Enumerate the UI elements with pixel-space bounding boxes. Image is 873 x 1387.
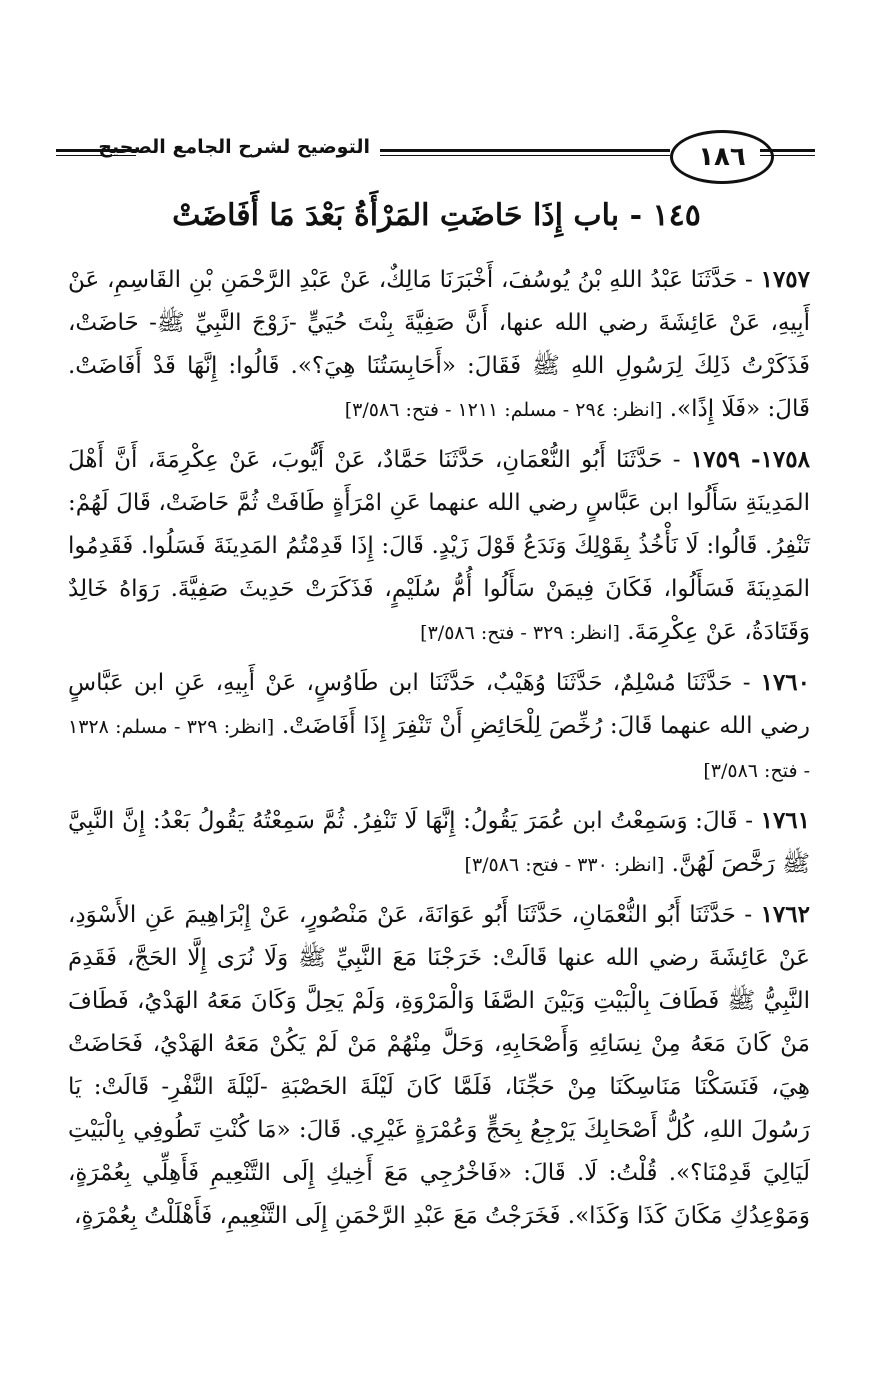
hadith-1762 xyxy=(68,893,810,1238)
hadith-1758 xyxy=(68,438,810,655)
hadith-number: ١٧٦٠ xyxy=(760,669,811,696)
hadith-reference: [انظر: ٣٣٠ - فتح: ٣/٥٨٦] xyxy=(464,854,665,876)
hadith-body xyxy=(68,258,810,1244)
hadith-text: - حَدَّثَنَا عَبْدُ اللهِ بْنُ يُوسُفَ، أَخْبَرَنَا مَالِكٌ، عَنْ عَبْدِ الرَّحْمَنِ بْنِ القَاسِمِ، عَنْ أَبِيهِ، عَنْ عَائِشَةَ رضي الله عنها، أَنَّ صَفِيَّةَ بِنْتَ حُيَيٍّ -زَوْجَ النَّبِيِّ ﷺ- حَاضَتْ، فَذَكَرْتُ ذَلِكَ لِرَسُولِ اللهِ ﷺ فَقَالَ: «أَحَابِسَتُنَا هِيَ؟». قَالُوا: إِنَّهَا قَدْ أَفَاضَتْ. قَالَ: «فَلَا إِذًا». xyxy=(68,267,810,422)
hadith-reference: [انظر: ٣٢٩ - مسلم: ١٣٢٨ - فتح: ٣/٥٨٦] xyxy=(68,716,810,782)
hadith-number: ١٧٦٢ xyxy=(760,901,810,928)
hadith-number: ١٧٥٨- ١٧٥٩ xyxy=(690,446,810,473)
hadith-text: - قَالَ: وَسَمِعْتُ ابن عُمَرَ يَقُولُ: إِنَّهَا لَا تَنْفِرُ. ثُمَّ سَمِعْتُهُ يَقُولُ بَعْدُ: إِنَّ النَّبِيَّ ﷺ رَخَّصَ لَهُنَّ. xyxy=(68,808,810,877)
hadith-reference: [انظر: ٢٩٤ - مسلم: ١٢١١ - فتح: ٣/٥٨٦] xyxy=(344,399,663,421)
hadith-1761 xyxy=(68,799,810,887)
hadith-1760 xyxy=(68,661,810,793)
page-header xyxy=(40,122,830,192)
hadith-number: ١٧٦١ xyxy=(760,807,811,834)
hadith-text: - حَدَّثَنَا أَبُو النُّعْمَانِ، حَدَّثَنَا حَمَّادٌ، عَنْ أَيُّوبَ، عَنْ عِكْرِمَةَ، أَنَّ أَهْلَ المَدِينَةِ سَأَلُوا ابن عَبَّاسٍ رضي الله عنهما عَنِ امْرَأَةٍ طَافَتْ ثُمَّ حَاضَتْ، قَالَ لَهُمْ: تَنْفِرُ. قَالُوا: لَا نَأْخُذُ بِقَوْلِكَ وَنَدَعُ قَوْلَ زَيْدٍ. قَالَ: إِذَا قَدِمْتُمُ المَدِينَةَ فَسَلُوا. فَقَدِمُوا المَدِينَةَ فَسَأَلُوا، فَكَانَ فِيمَنْ سَأَلُوا أُمُّ سُلَيْمٍ، فَذَكَرَتْ حَدِيثَ صَفِيَّةَ. رَوَاهُ خَالِدٌ وَقَتَادَةُ، عَنْ عِكْرِمَةَ. xyxy=(68,447,810,645)
hadith-reference: [انظر: ٣٢٩ - فتح: ٣/٥٨٦] xyxy=(420,622,620,644)
hadith-text: - حَدَّثَنَا أَبُو النُّعْمَانِ، حَدَّثَنَا أَبُو عَوَانَةَ، عَنْ مَنْصُورٍ، عَنْ إِبْرَاهِيمَ عَنِ الأَسْوَدِ، عَنْ عَائِشَةَ رضي الله عنها قَالَتْ: خَرَجْنَا مَعَ النَّبِيِّ ﷺ وَلَا نُرَى إِلَّا الحَجَّ، فَقَدِمَ النَّبِيُّ ﷺ فَطَافَ بِالْبَيْتِ وَبَيْنَ الصَّفَا وَالْمَرْوَةِ، وَلَمْ يَحِلَّ وَكَانَ مَعَهُ الهَدْيُ، فَطَافَ مَنْ كَانَ مَعَهُ مِنْ نِسَائِهِ وَأَصْحَابِهِ، وَحَلَّ مِنْهُمْ مَنْ لَمْ يَكُنْ مَعَهُ الهَدْيُ، فَحَاضَتْ هِيَ، فَنَسَكْنَا مَنَاسِكَنَا مِنْ حَجِّنَا، فَلَمَّا كَانَ لَيْلَةَ الحَصْبَةِ -لَيْلَةَ النَّفْرِ- قَالَتْ: يَا رَسُولَ اللهِ، كُلُّ أَصْحَابِكَ يَرْجِعُ بِحَجٍّ وَعُمْرَةٍ غَيْرِي. قَالَ: «مَا كُنْتِ تَطُوفِي بِالْبَيْتِ لَيَالِيَ قَدِمْنَا؟». قُلْتُ: لَا. قَالَ: «فَاخْرُجِي مَعَ أَخِيكِ إِلَى التَّنْعِيمِ فَأَهِلِّي بِعُمْرَةٍ، وَمَوْعِدُكِ مَكَانَ كَذَا وَكَذَا». فَخَرَجْتُ مَعَ عَبْدِ الرَّحْمَنِ إِلَى التَّنْعِيمِ، فَأَهْلَلْتُ بِعُمْرَةٍ، xyxy=(68,902,810,1229)
hadith-number: ١٧٥٧ xyxy=(760,266,811,293)
page-number: ١٨٦ xyxy=(670,130,774,184)
header-rule-right xyxy=(760,149,815,156)
chapter-title: ١٤٥ - باب إِذَا حَاضَتِ المَرْأَةُ بَعْدَ مَا أَفَاضَتْ xyxy=(172,198,701,233)
hadith-1757 xyxy=(68,258,810,432)
running-title: التوضيح لشرح الجامع الصحيح xyxy=(98,136,370,158)
hadith-text: - حَدَّثَنَا مُسْلِمٌ، حَدَّثَنَا وُهَيْبٌ، حَدَّثَنَا ابن طَاوُسٍ، عَنْ أَبِيهِ، عَنِ ابن عَبَّاسٍ رضي الله عنهما قَالَ: رُخِّصَ لِلْحَائِضِ أَنْ تَنْفِرَ إِذَا أَفَاضَتْ. xyxy=(68,670,810,739)
header-rule-middle xyxy=(380,149,670,156)
